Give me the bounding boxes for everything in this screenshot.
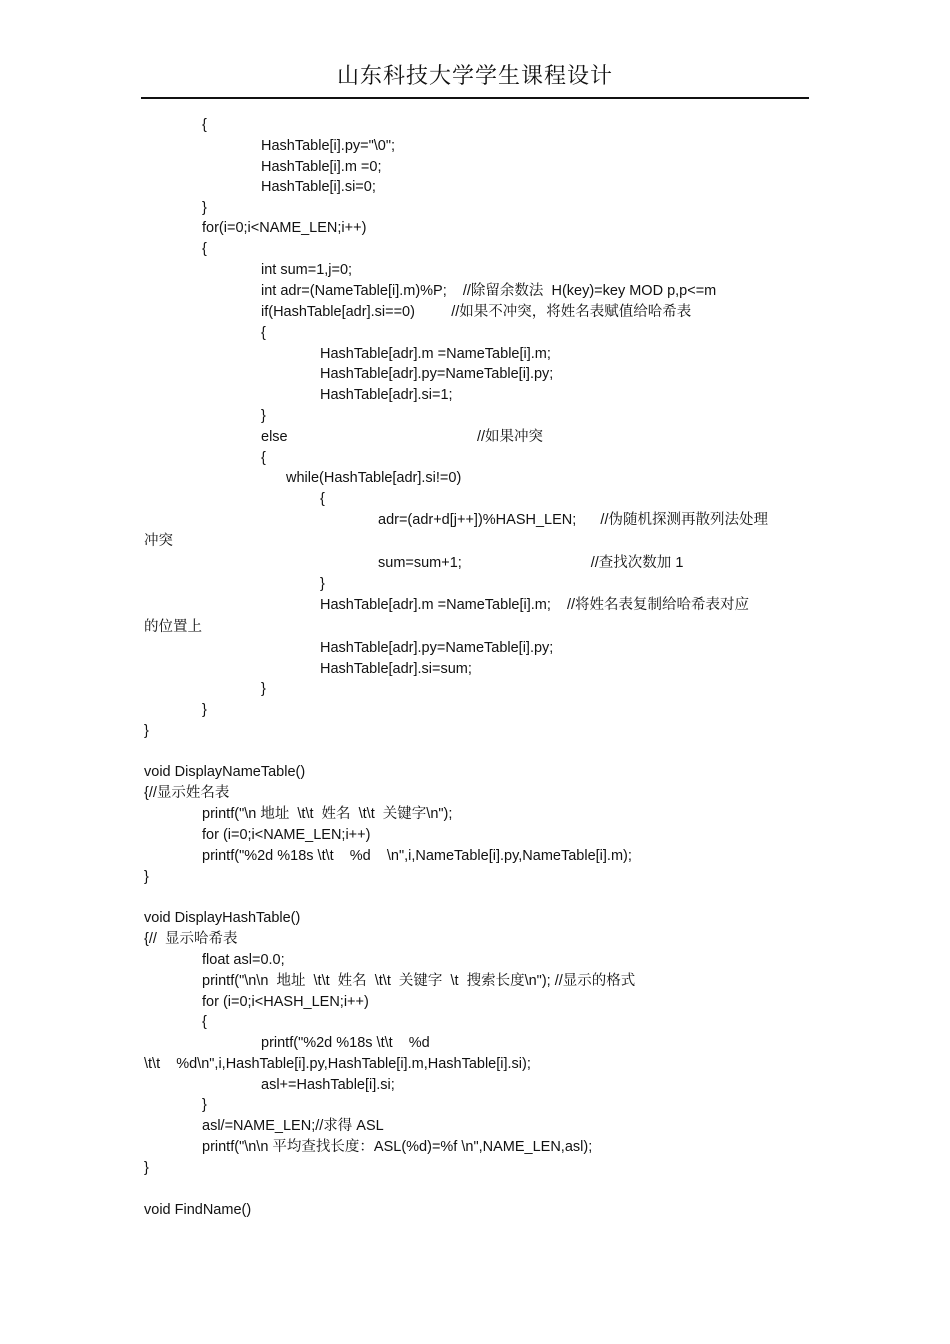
code-line: }	[320, 576, 325, 592]
page-header-title: 山东科技大学学生课程设计	[336, 64, 613, 89]
code-line: for(i=0;i<NAME_LEN;i++)	[202, 220, 367, 236]
code-line: printf("\n\n 平均查找长度：ASL(%d)=%f \n",NAME_LEN,asl);	[202, 1139, 593, 1155]
code-line: 冲突	[144, 533, 173, 549]
code-line: int adr=(NameTable[i].m)%P; //除留余数法 H(key)=key MOD p,p<=m	[261, 283, 717, 299]
code-line: asl+=HashTable[i].si;	[261, 1077, 395, 1093]
code-line: 的位置上	[144, 619, 202, 635]
code-line: HashTable[i].si=0;	[261, 179, 376, 195]
code-line: }	[144, 869, 149, 885]
code-line: printf("%2d %18s \t\t %d \n",i,NameTable[i].py,NameTable[i].m);	[202, 848, 632, 864]
code-line: {	[261, 325, 266, 341]
code-line: HashTable[i].py="\0";	[261, 138, 396, 154]
code-line: HashTable[adr].py=NameTable[i].py;	[320, 366, 554, 382]
code-line: HashTable[adr].m =NameTable[i].m;	[320, 346, 551, 362]
code-line: }	[261, 681, 266, 697]
code-line: }	[261, 408, 266, 424]
code-line: }	[202, 1097, 207, 1113]
code-line: asl/=NAME_LEN;//求得 ASL	[202, 1118, 384, 1134]
code-line: }	[144, 1160, 149, 1176]
code-line: for (i=0;i<HASH_LEN;i++)	[202, 994, 369, 1010]
code-line: printf("%2d %18s \t\t %d	[261, 1035, 430, 1051]
code-line: void DisplayHashTable()	[144, 910, 301, 926]
code-line: HashTable[adr].si=sum;	[320, 661, 472, 677]
code-line: else //如果冲突	[261, 429, 543, 445]
code-line: }	[202, 702, 207, 718]
code-line: float asl=0.0;	[202, 952, 285, 968]
code-line: if(HashTable[adr].si==0) //如果不冲突，将姓名表赋值给哈希表	[261, 304, 692, 320]
code-line: \t\t %d\n",i,HashTable[i].py,HashTable[i].m,HashTable[i].si);	[144, 1056, 531, 1072]
code-line: }	[144, 723, 149, 739]
code-line: void DisplayNameTable()	[144, 764, 306, 780]
code-line: {// 显示哈希表	[144, 931, 238, 947]
code-line: HashTable[adr].py=NameTable[i].py;	[320, 640, 554, 656]
code-line: {	[202, 117, 207, 133]
code-line: printf("\n 地址 \t\t 姓名 \t\t 关键字\n");	[202, 806, 453, 822]
code-line: {	[261, 450, 266, 466]
code-line: {	[320, 491, 325, 507]
code-line: adr=(adr+d[j++])%HASH_LEN; //伪随机探测再散列法处理	[378, 512, 768, 528]
code-line: HashTable[adr].si=1;	[320, 387, 453, 403]
code-line: sum=sum+1; //查找次数加 1	[378, 555, 684, 571]
code-line: {	[202, 1014, 207, 1030]
code-line: {	[202, 241, 207, 257]
code-line: HashTable[adr].m =NameTable[i].m; //将姓名表复制给哈希表对应	[320, 597, 750, 613]
code-line: while(HashTable[adr].si!=0)	[286, 470, 462, 486]
code-line: HashTable[i].m =0;	[261, 159, 382, 175]
code-line: for (i=0;i<NAME_LEN;i++)	[202, 827, 371, 843]
code-line: {//显示姓名表	[144, 785, 230, 801]
code-line: int sum=1,j=0;	[261, 262, 353, 278]
code-line: }	[202, 200, 207, 216]
code-line: void FindName()	[144, 1202, 252, 1218]
header-divider	[141, 97, 809, 99]
code-line: printf("\n\n 地址 \t\t 姓名 \t\t 关键字 \t 搜索长度\n"); //显示的格式	[202, 973, 636, 989]
